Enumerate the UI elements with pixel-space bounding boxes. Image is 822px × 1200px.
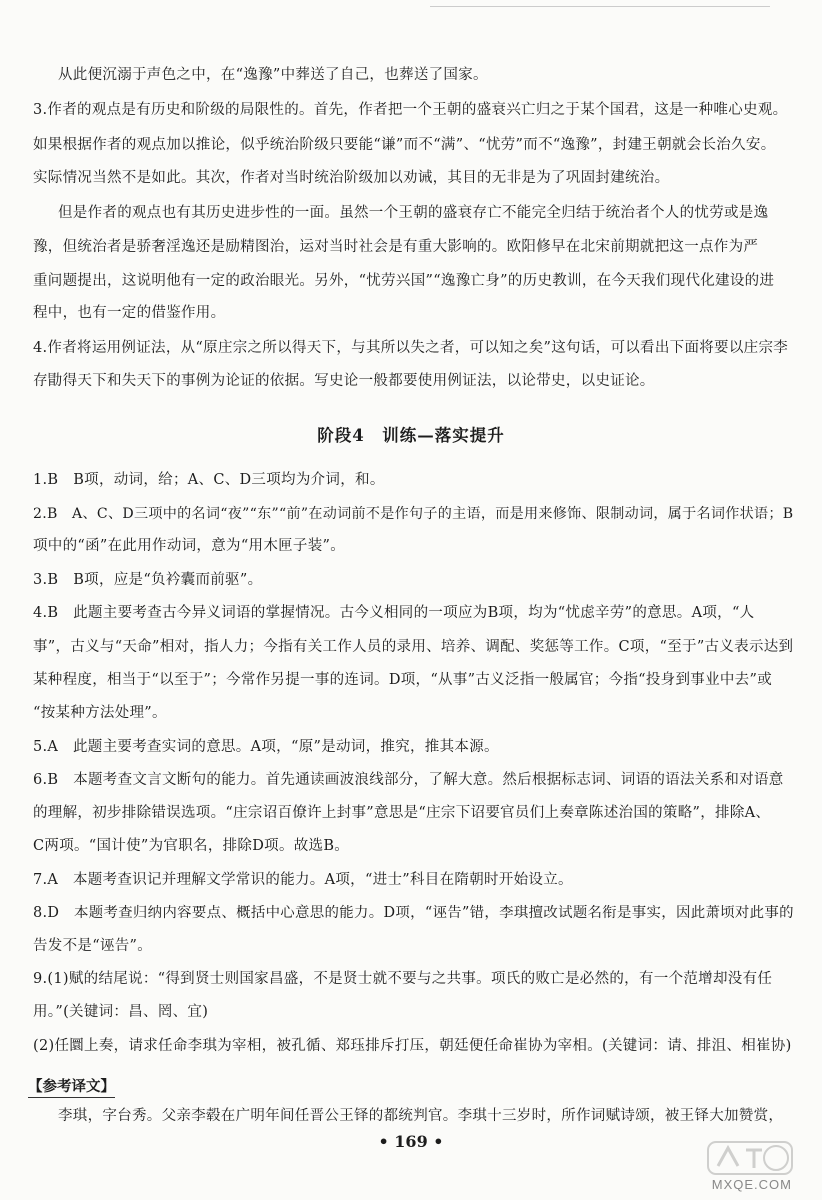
paragraph-line: 如果根据作者的观点加以推论，似乎统治阶级只要能“谦”而不“满”、“忧劳”而不“逸豫”，封建王朝就会长治久安。: [33, 137, 776, 153]
paragraph-line: 豫，但统治者是骄奢淫逸还是励精图治，运对当时社会是有重大影响的。欧阳修早在北宋前期就把这一点作为严: [33, 239, 759, 255]
answer-line: 6.B 本题考查文言文断句的能力。首先通读画波浪线部分，了解大意。然后根据标志词、词语的语法关系和对语意: [33, 772, 784, 788]
answer-line: C两项。“国计使”为官职名，排除D项。故选B。: [33, 838, 350, 854]
answer-line: 用。”(关键词：昌、罔、宜): [33, 1004, 209, 1020]
answer-line: 的理解，初步排除错误选项。“庄宗诏百僚许上封事”意思是“庄宗下诏要官员们上奏章陈述治国的策略”，排除A、: [33, 805, 771, 821]
answer-line: 9.(1)赋的结尾说：“得到贤士则国家昌盛，不是贤士就不要与之共事。项氏的败亡是必然的，有一个范增却没有任: [33, 971, 773, 987]
paragraph-line: 存勖得天下和失天下的事例为论证的依据。写史论一般都要使用例证法，以论带史，以史证论。: [33, 373, 655, 389]
answer-line: 1.B B项，动词，给；A、C、D三项均为介词，和。: [33, 472, 385, 488]
section-heading: 阶段4 训练—落实提升: [317, 426, 505, 445]
answer-line: 某种程度，相当于“以至于”；今常作另提一事的连词。D项，“从事”古义泛指一般属官；今指“投身到事业中去”或: [33, 672, 772, 688]
paragraph-line: 但是作者的观点也有其历史进步性的一面。虽然一个王朝的盛衰存亡不能完全归结于统治者个人的忧劳或是逸: [58, 205, 769, 221]
answer-line: 8.D 本题考查归纳内容要点、概括中心意思的能力。D项，“诬告”错，李琪擅改试题名衔是事实，因此萧顷对此事的: [33, 905, 794, 921]
watermark-text: MXQE.COM: [711, 1177, 792, 1192]
paragraph-line: 3.作者的观点是有历史和阶级的局限性的。首先，作者把一个王朝的盛衰兴亡归之于某个国君，这是一种唯心史观。: [33, 102, 788, 118]
paragraph-line: 实际情况当然不是如此。其次，作者对当时统治阶级加以劝诫，其目的无非是为了巩固封建统治。: [33, 170, 670, 186]
top-rule: [430, 6, 770, 7]
answer-line: 7.A 本题考查识记并理解文学常识的能力。A项，“进士”科目在隋朝时开始设立。: [33, 872, 573, 888]
answer-line: 2.B A、C、D三项中的名词“夜”“东”“前”在动词前不是作句子的主语，而是用来修饰、限制动词，属于名词作状语；B: [33, 506, 794, 522]
answer-line: 4.B 此题主要考查古今异义词语的掌握情况。古今义相同的一项应为B项，均为“忧虑辛劳”的意思。A项，“人: [33, 605, 755, 621]
paragraph-line: 重问题提出，这说明他有一定的政治眼光。另外，“忧劳兴国”“逸豫亡身”的历史教训，在今天我们现代化建设的进: [33, 273, 775, 289]
answer-line: “按某种方法处理”。: [33, 705, 167, 721]
paragraph-line: 从此便沉溺于声色之中，在“逸豫”中葬送了自己，也葬送了国家。: [58, 67, 488, 83]
paragraph-line: 4.作者将运用例证法，从“原庄宗之所以得天下，与其所以失之者，可以知之矣”这句话，可以看出下面将要以庄宗李: [33, 340, 789, 356]
answer-line: 3.B B项，应是“负衿囊而前驱”。: [33, 572, 263, 588]
answer-line: (2)任圜上奏，请求任命李琪为宰相，被孔循、郑珏排斥打压，朝廷便任命崔协为宰相。(关键词：请、排沮、相崔协): [33, 1038, 792, 1054]
answer-line: 项中的“函”在此用作动词，意为“用木匣子装”。: [33, 538, 346, 554]
translation-line: 李琪，字台秀。父亲李毂在广明年间任晋公王铎的都统判官。李琪十三岁时，所作词赋诗颂，被王铎大加赞赏，: [58, 1108, 784, 1124]
answer-line: 告发不是“诬告”。: [33, 938, 153, 954]
paragraph-line: 程中，也有一定的借鉴作用。: [33, 305, 226, 321]
answer-line: 事”，古义与“天命”相对，指人力；今指有关工作人员的录用、培养、调配、奖惩等工作。C项，“至于”古义表示达到: [33, 639, 794, 655]
answer-line: 5.A 此题主要考查实词的意思。A项，“原”是动词，推究，推其本源。: [33, 739, 499, 755]
page-number: • 169 •: [378, 1132, 444, 1151]
reference-translation-label: 【参考译文】: [28, 1075, 115, 1098]
